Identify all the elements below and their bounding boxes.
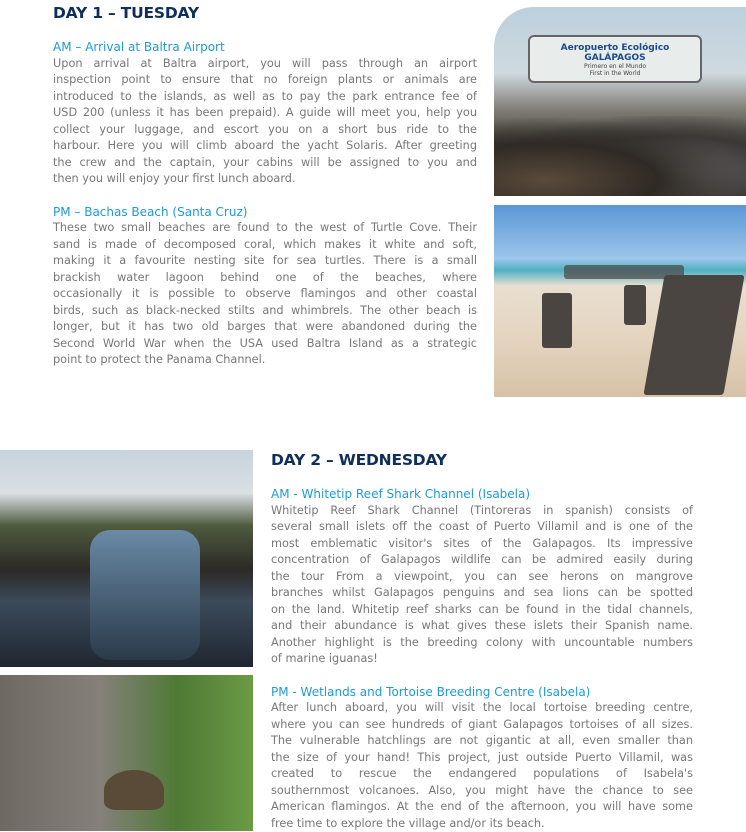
body-line: the tour From a viewpoint, you can see herons on mangrove bbox=[271, 569, 693, 586]
body-line: brackish water lagoon behind one of the beaches, where bbox=[53, 270, 477, 287]
day1-pm-body bbox=[53, 220, 477, 369]
airport-photo bbox=[494, 7, 746, 196]
body-line: Another highlight is the breeding colony with uncountable numbers bbox=[271, 635, 693, 652]
body-line: introduced to the islands, as well as to pay the park entrance fee of bbox=[53, 89, 477, 106]
body-line: making it a favourite nesting site for sea turtles. There is a small bbox=[53, 253, 477, 270]
day2-am-heading: AM - Whitetip Reef Shark Channel (Isabela) bbox=[271, 486, 693, 503]
body-line: birds, such as black-necked stilts and whimbrels. The other beach is bbox=[53, 303, 477, 320]
body-line: inspection point to ensure that no foreign plants or animals are bbox=[53, 72, 477, 89]
body-line: The vulnerable hatchlings are not gigantic at all, even smaller than bbox=[271, 733, 693, 750]
day1-am-heading: AM – Arrival at Baltra Airport bbox=[53, 39, 477, 56]
reef-channel-photo bbox=[0, 450, 253, 667]
tourists bbox=[494, 116, 746, 196]
body-line: Whitetip Reef Shark Channel (Tintoreras in spanish) consists of bbox=[271, 503, 693, 520]
day2-pm-heading: PM - Wetlands and Tortoise Breeding Centre (Isabela) bbox=[271, 684, 693, 701]
body-line: Upon arrival at Baltra airport, you will pass through an airport bbox=[53, 56, 477, 73]
day2-title: DAY 2 – WEDNESDAY bbox=[271, 451, 693, 469]
body-line: concentration of Galapagos wildlife can be admired easily during bbox=[271, 552, 693, 569]
body-line: and their abundance is what gives these islets their Spanish name. bbox=[271, 618, 693, 635]
body-line: created to rescue the endangered populations of Isabela's bbox=[271, 766, 693, 783]
body-line: occasionally it is possible to observe flamingos and other coastal bbox=[53, 286, 477, 303]
day1-am-body bbox=[53, 56, 477, 188]
sign-text: Primero en el Mundo bbox=[530, 63, 700, 70]
body-line: the crew and the captain, your cabins will be assigned to you and bbox=[53, 155, 477, 172]
tortoise-photo bbox=[0, 675, 253, 831]
day2-section bbox=[271, 451, 693, 832]
body-line: most emblematic visitor's sites of the Galapagos. Its impressive bbox=[271, 536, 693, 553]
day2-pm-body bbox=[271, 700, 693, 832]
body-line: Second World War when the USA used Baltra Island as a strategic bbox=[53, 336, 477, 353]
sign-text: First in the World bbox=[530, 70, 700, 77]
body-line: American flamingos. At the end of the afternoon, you will have some bbox=[271, 799, 693, 816]
body-line: of marine iguanas! bbox=[271, 651, 693, 668]
beach-photo bbox=[494, 205, 746, 397]
body-line: longer, but it has two old barges that were abandoned during the bbox=[53, 319, 477, 336]
body-line: point to protect the Panama Channel. bbox=[53, 352, 477, 369]
body-line: collect your luggage, and escort you on a short bus ride to the bbox=[53, 122, 477, 139]
body-line: harbour. Here you will climb aboard the yacht Solaris. After greeting bbox=[53, 138, 477, 155]
body-line: free time to explore the village and/or its beach. bbox=[271, 816, 693, 832]
body-line: southernmost volcanoes. Also, you might have the chance to see bbox=[271, 783, 693, 800]
body-line: These two small beaches are found to the west of Turtle Cove. Their bbox=[53, 220, 477, 237]
day2-am-body bbox=[271, 503, 693, 668]
body-line: sand is made of decomposed coral, which makes it white and soft, bbox=[53, 237, 477, 254]
body-line: the size of your hand! This project, just outside Puerto Villamil, was bbox=[271, 750, 693, 767]
day1-section bbox=[53, 4, 477, 369]
body-line: USD 200 (unless it has been prepaid). A guide will meet you, help you bbox=[53, 105, 477, 122]
body-line: where you can see hundreds of giant Galapagos tortoises of all sizes. bbox=[271, 717, 693, 734]
body-line: on the land. Whitetip reef sharks can be found in the tidal channels, bbox=[271, 602, 693, 619]
body-line: After lunch aboard, you will visit the local tortoise breeding centre, bbox=[271, 700, 693, 717]
airport-sign bbox=[528, 35, 702, 83]
day1-pm-heading: PM – Bachas Beach (Santa Cruz) bbox=[53, 204, 477, 221]
body-line: branches whilst Galapagos penguins and sea lions can be spotted bbox=[271, 585, 693, 602]
day1-title: DAY 1 – TUESDAY bbox=[53, 4, 477, 22]
body-line: then you will enjoy your first lunch aboard. bbox=[53, 171, 477, 188]
sign-text: Aeropuerto Ecológico GALÁPAGOS bbox=[530, 43, 700, 63]
body-line: several small islets off the coast of Puerto Villamil and is one of the bbox=[271, 519, 693, 536]
